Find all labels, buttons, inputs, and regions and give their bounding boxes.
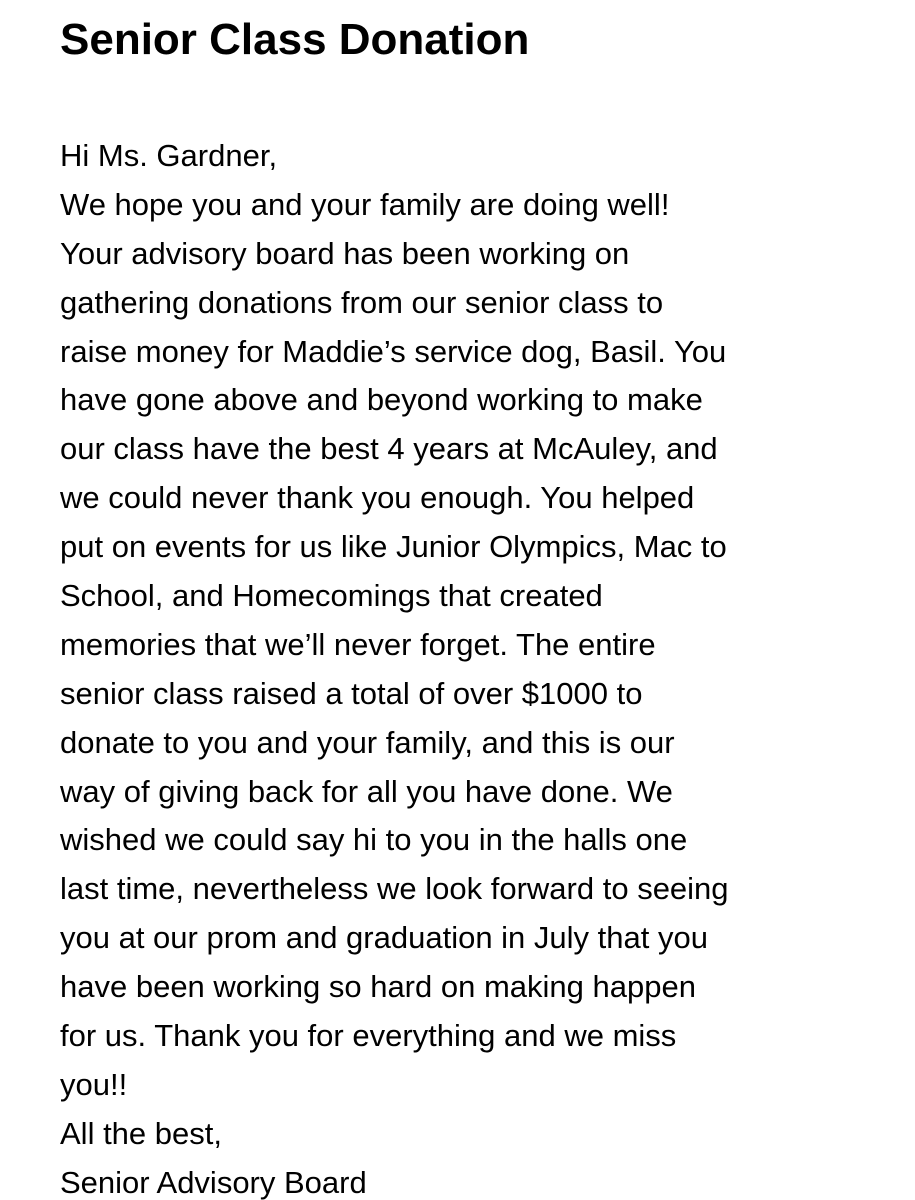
- body-line: raise money for Maddie’s service dog, Basil. You: [60, 333, 727, 369]
- body-line: senior class raised a total of over $1000 to: [60, 675, 643, 711]
- body-line: Your advisory board has been working on: [60, 235, 630, 271]
- body-line: put on events for us like Junior Olympics, Mac to: [60, 529, 727, 565]
- closing-line: All the best,: [60, 1115, 222, 1151]
- body-line: way of giving back for all you have done. We: [60, 773, 673, 809]
- body-line: memories that we’ll never forget. The entire: [60, 626, 656, 662]
- signature-line: Senior Advisory Board: [60, 1164, 367, 1200]
- greeting-line: Hi Ms. Gardner,: [60, 138, 278, 173]
- letter-body: [60, 132, 880, 1200]
- body-line: have gone above and beyond working to make: [60, 382, 703, 418]
- body-line: School, and Homecomings that created: [60, 578, 603, 614]
- body-line: wished we could say hi to you in the halls one: [60, 822, 688, 858]
- page-title: Senior Class Donation: [60, 15, 530, 64]
- body-line: our class have the best 4 years at McAuley, and: [60, 431, 718, 467]
- body-line: donate to you and your family, and this is our: [60, 724, 675, 760]
- body-line: we could never thank you enough. You helped: [60, 480, 695, 516]
- body-line: last time, nevertheless we look forward to seeing: [60, 871, 729, 907]
- body-line: We hope you and your family are doing well!: [60, 186, 670, 222]
- body-line: have been working so hard on making happen: [60, 969, 696, 1005]
- body-line: gathering donations from our senior class to: [60, 284, 664, 320]
- body-line: for us. Thank you for everything and we miss: [60, 1018, 677, 1054]
- body-line: you at our prom and graduation in July that you: [60, 920, 708, 956]
- body-line: you!!: [60, 1066, 128, 1102]
